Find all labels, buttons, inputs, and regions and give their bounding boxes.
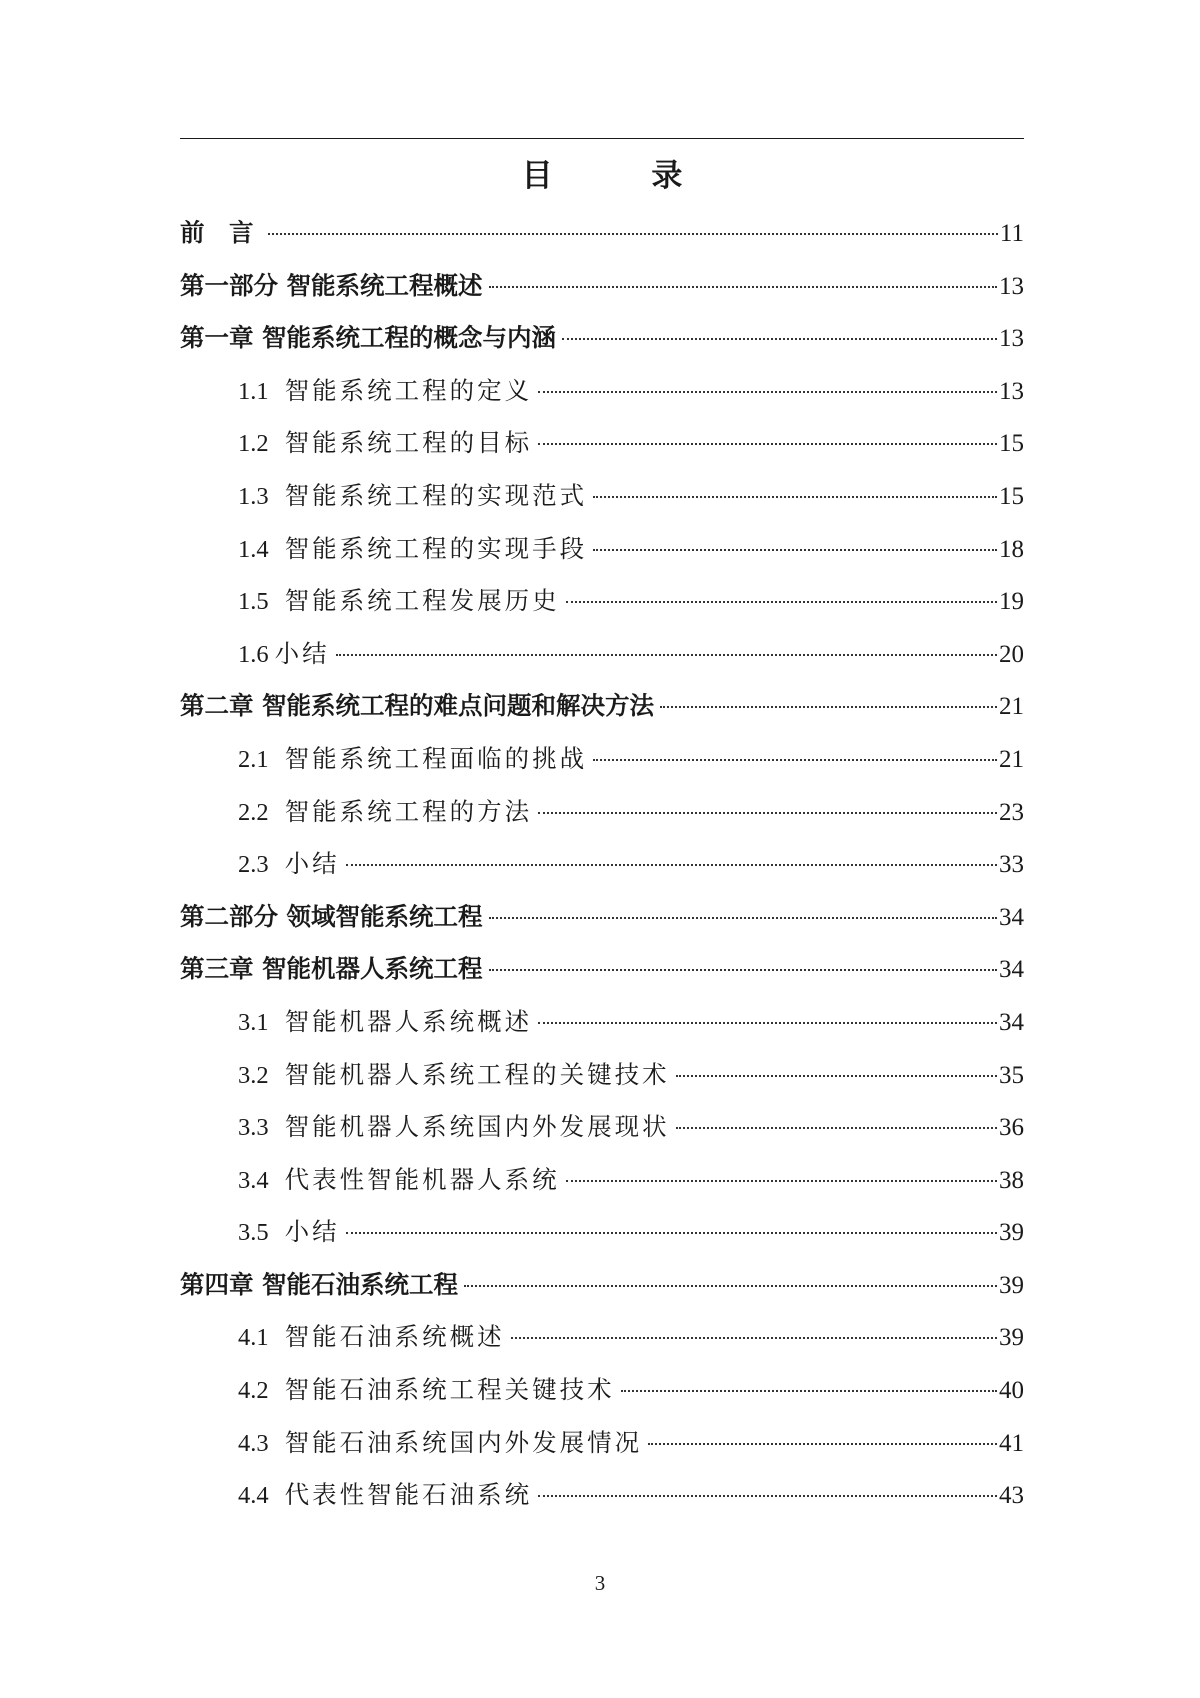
dot-leader <box>538 391 997 393</box>
toc-entry-label: 智能系统工程的实现手段 <box>284 533 588 563</box>
toc-entry-3-1[interactable] <box>180 996 1024 1049</box>
toc-entry-page: 40 <box>999 1377 1024 1405</box>
header-rule <box>180 138 1024 139</box>
toc-entry-label: 智能机器人系统概述 <box>284 1006 533 1036</box>
toc-entry-label: 智能系统工程面临的挑战 <box>284 743 588 773</box>
toc-entry-page: 38 <box>999 1166 1024 1194</box>
toc-entry-label: 小结 <box>274 638 330 668</box>
dot-leader <box>511 1337 997 1339</box>
dot-leader <box>538 1495 997 1497</box>
toc-entry-page: 15 <box>999 482 1024 510</box>
toc-entry-part-2[interactable] <box>180 891 1024 944</box>
toc-entry-number: 3.2 <box>238 1061 269 1089</box>
dot-leader <box>336 654 997 656</box>
toc-entry-number: 1.6 <box>238 640 269 668</box>
toc-entry-page: 34 <box>999 903 1024 931</box>
toc-entry-page: 15 <box>999 430 1024 458</box>
toc-entry-number: 2.3 <box>238 851 269 879</box>
toc-entry-label: 智能石油系统概述 <box>284 1322 505 1352</box>
toc-entry-label: 智能系统工程的目标 <box>284 428 533 458</box>
toc-entry-page: 13 <box>999 377 1024 405</box>
dot-leader <box>566 601 997 603</box>
toc-entry-label: 智能机器人系统工程的关键技术 <box>284 1059 670 1089</box>
toc-entry-number: 1.1 <box>238 377 269 405</box>
toc-entry-label: 代表性智能机器人系统 <box>284 1164 560 1194</box>
dot-leader <box>621 1390 997 1392</box>
toc-entry-3-2[interactable] <box>180 1049 1024 1102</box>
toc-entry-page: 13 <box>999 325 1024 353</box>
dot-leader <box>593 759 997 761</box>
toc-entry-label: 第四章 智能石油系统工程 <box>180 1269 459 1299</box>
dot-leader <box>538 812 997 814</box>
toc-entry-4-1[interactable] <box>180 1311 1024 1364</box>
toc-entry-4-2[interactable] <box>180 1364 1024 1417</box>
toc-entry-page: 34 <box>999 1008 1024 1036</box>
toc-entry-page: 39 <box>999 1219 1024 1247</box>
toc-entry-2-2[interactable] <box>180 786 1024 839</box>
dot-leader <box>489 969 997 971</box>
dot-leader <box>648 1443 997 1445</box>
toc-entry-label: 智能石油系统工程关键技术 <box>284 1375 615 1405</box>
toc-entry-number: 3.4 <box>238 1166 269 1194</box>
dot-leader <box>346 1232 997 1234</box>
dot-leader <box>676 1127 997 1129</box>
toc-entry-label: 小结 <box>284 1217 340 1247</box>
toc-entry-4-3[interactable] <box>180 1417 1024 1470</box>
toc-entry-label: 智能系统工程的方法 <box>284 796 533 826</box>
dot-leader <box>346 864 997 866</box>
toc-entry-number: 2.2 <box>238 798 269 826</box>
toc-entry-1-2[interactable] <box>180 417 1024 470</box>
toc-entry-2-1[interactable] <box>180 733 1024 786</box>
toc-entry-number: 3.1 <box>238 1008 269 1036</box>
toc-entry-3-4[interactable] <box>180 1154 1024 1207</box>
toc-entry-page: 36 <box>999 1114 1024 1142</box>
dot-leader <box>538 1022 997 1024</box>
toc-entry-number: 1.5 <box>238 588 269 616</box>
toc-entry-number: 4.3 <box>238 1429 269 1457</box>
toc-title: 目 录 <box>521 158 727 194</box>
toc-entry-page: 43 <box>999 1482 1024 1510</box>
toc-entry-page: 35 <box>999 1061 1024 1089</box>
toc-entry-page: 39 <box>999 1324 1024 1352</box>
toc-entry-page: 20 <box>999 640 1024 668</box>
dot-leader <box>538 443 997 445</box>
toc-entry-number: 3.5 <box>238 1219 269 1247</box>
toc-entry-number: 1.4 <box>238 535 269 563</box>
dot-leader <box>676 1075 997 1077</box>
toc-entry-label: 前 言 <box>180 218 262 247</box>
toc-entry-label: 智能系统工程的定义 <box>284 375 533 405</box>
toc-entry-number: 3.3 <box>238 1114 269 1142</box>
toc-entry-page: 21 <box>999 745 1024 773</box>
toc-entry-chapter-2[interactable] <box>180 680 1024 733</box>
toc-entry-1-1[interactable] <box>180 365 1024 418</box>
toc-entry-3-3[interactable] <box>180 1101 1024 1154</box>
toc-entry-1-6[interactable] <box>180 628 1024 681</box>
toc-entry-label: 第一章 智能系统工程的概念与内涵 <box>180 323 557 353</box>
toc-entry-number: 2.1 <box>238 745 269 773</box>
toc-entry-label: 小结 <box>284 849 340 879</box>
toc-entry-label: 第三章 智能机器人系统工程 <box>180 954 483 984</box>
toc-entry-4-4[interactable] <box>180 1469 1024 1522</box>
toc-entry-label: 第二章 智能系统工程的难点问题和解决方法 <box>180 691 655 721</box>
toc-entry-page: 13 <box>999 272 1024 300</box>
dot-leader <box>593 549 997 551</box>
toc-entry-chapter-4[interactable] <box>180 1259 1024 1312</box>
toc-entry-label: 第二部分 领域智能系统工程 <box>180 901 483 931</box>
toc-entry-page: 41 <box>999 1429 1024 1457</box>
table-of-contents <box>180 207 1024 1522</box>
toc-entry-label: 智能机器人系统国内外发展现状 <box>284 1112 670 1142</box>
toc-entry-number: 4.1 <box>238 1324 269 1352</box>
toc-entry-label: 智能系统工程的实现范式 <box>284 480 588 510</box>
toc-entry-page: 34 <box>999 956 1024 984</box>
toc-entry-2-3[interactable] <box>180 838 1024 891</box>
dot-leader <box>464 1285 997 1287</box>
page-number: 3 <box>594 1571 606 1595</box>
toc-entry-number: 4.4 <box>238 1482 269 1510</box>
toc-entry-3-5[interactable] <box>180 1206 1024 1259</box>
toc-entry-page: 33 <box>999 851 1024 879</box>
dot-leader <box>489 286 997 288</box>
toc-entry-1-5[interactable] <box>180 575 1024 628</box>
toc-entry-number: 1.2 <box>238 430 269 458</box>
toc-entry-page: 11 <box>999 220 1024 247</box>
dot-leader <box>562 338 997 340</box>
toc-entry-preface[interactable] <box>180 207 1024 260</box>
toc-entry-label: 代表性智能石油系统 <box>284 1480 533 1510</box>
toc-entry-page: 21 <box>999 693 1024 721</box>
toc-entry-1-4[interactable] <box>180 523 1024 576</box>
dot-leader <box>489 917 997 919</box>
toc-entry-1-3[interactable] <box>180 470 1024 523</box>
toc-entry-page: 18 <box>999 535 1024 563</box>
dot-leader <box>268 233 998 235</box>
dot-leader <box>660 706 997 708</box>
toc-entry-label: 第一部分 智能系统工程概述 <box>180 270 483 300</box>
toc-entry-part-1[interactable] <box>180 260 1024 313</box>
toc-entry-number: 4.2 <box>238 1377 269 1405</box>
dot-leader <box>593 496 997 498</box>
toc-entry-page: 19 <box>999 588 1024 616</box>
toc-entry-label: 智能石油系统国内外发展情况 <box>284 1427 643 1457</box>
toc-entry-chapter-3[interactable] <box>180 943 1024 996</box>
toc-entry-chapter-1[interactable] <box>180 312 1024 365</box>
dot-leader <box>566 1180 997 1182</box>
toc-entry-label: 智能系统工程发展历史 <box>284 586 560 616</box>
toc-entry-page: 23 <box>999 798 1024 826</box>
toc-entry-number: 1.3 <box>238 482 269 510</box>
toc-entry-page: 39 <box>999 1271 1024 1299</box>
